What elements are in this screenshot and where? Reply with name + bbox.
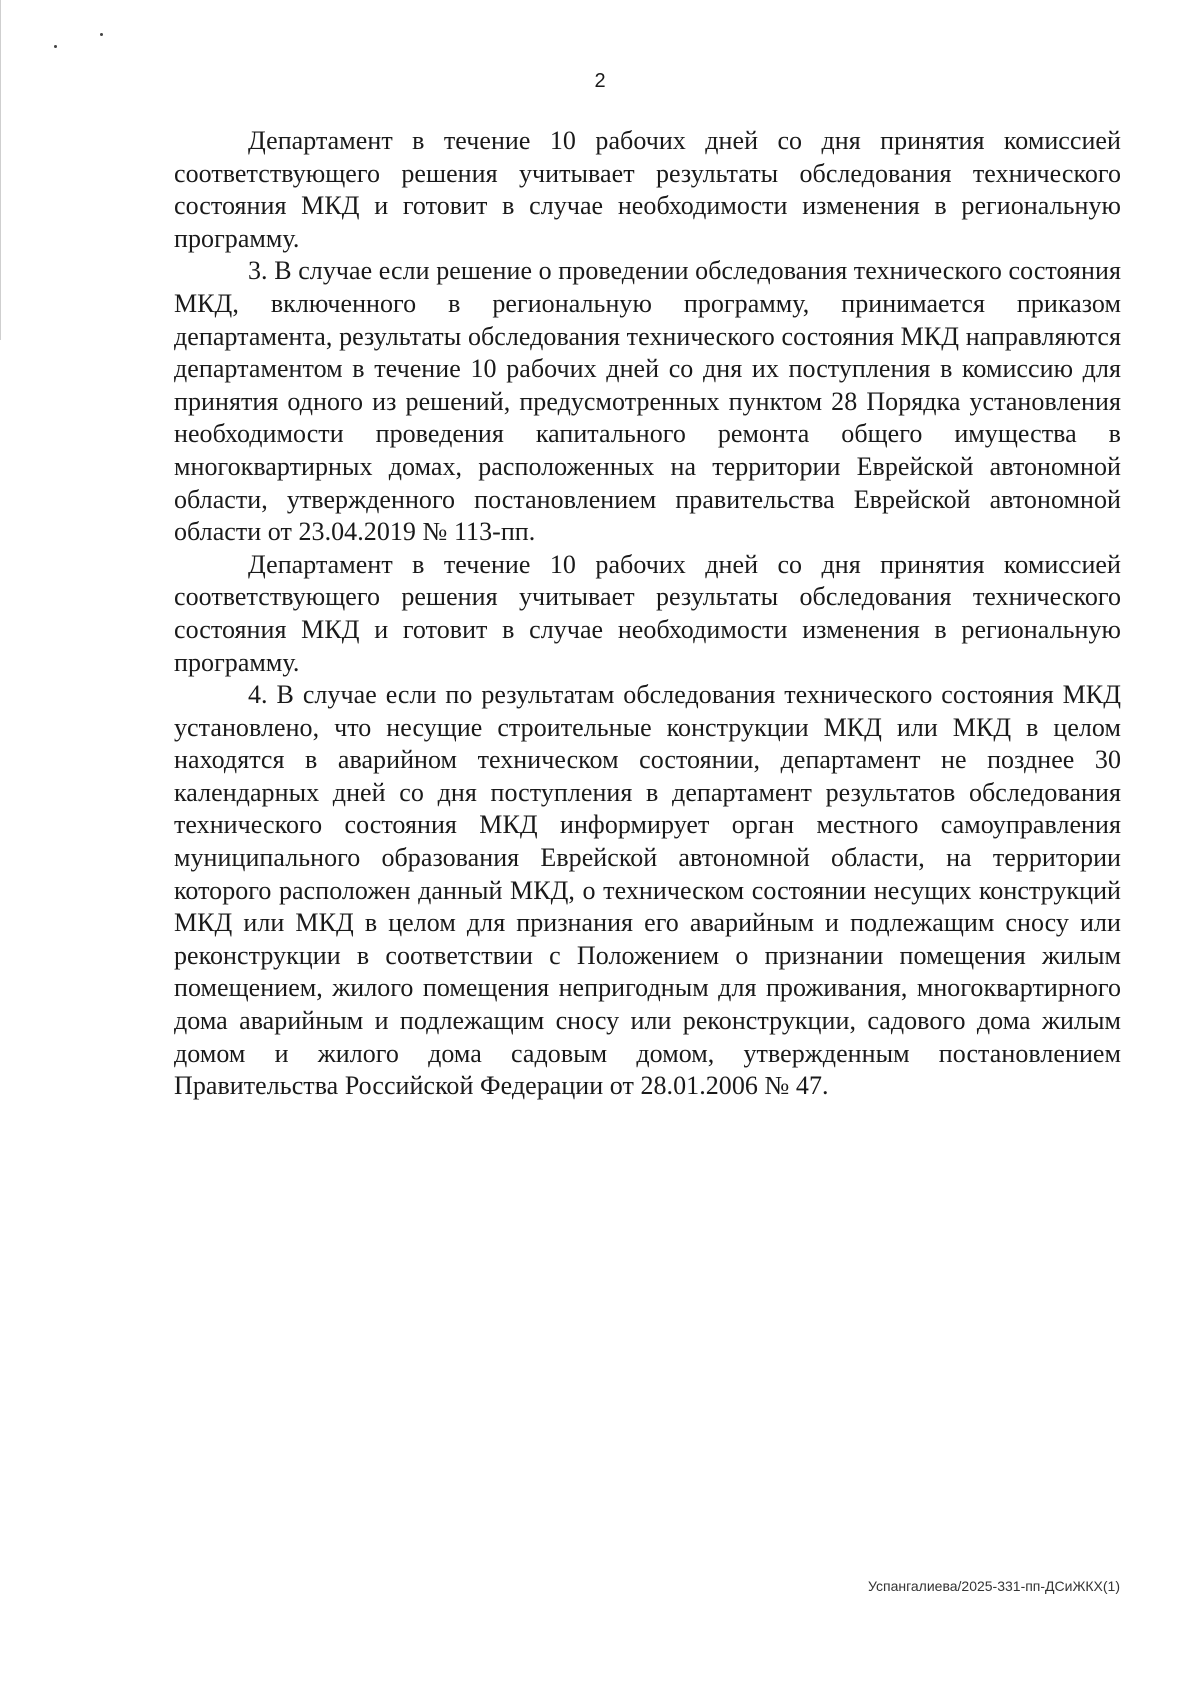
scan-speck [100, 33, 103, 36]
paragraph: 4. В случае если по результатам обследования технического состояния МКД установлено, что несущие строительные конструкции МКД или МКД в целом находятся в аварийном техническом состоянии, департамент не позднее 30 календарных дней со дня поступления в департамент результатов обследования технического состояния МКД информирует орган местного самоуправления муниципального образования Еврейской автономной области, на территории которого расположен данный МКД, о техническом состоянии несущих конструкций МКД или МКД в целом для признания его аварийным и подлежащим сносу или реконструкции в соответствии с Положением о признании помещения жилым помещением, жилого помещения непригодным для проживания, многоквартирного дома аварийным и подлежащим сносу или реконструкции, садового дома жилым домом и жилого дома садовым домом, утвержденным постановлением Правительства Российской Федерации от 28.01.2006 № 47. [174, 680, 1121, 1101]
scan-speck [54, 45, 57, 48]
page-number: 2 [594, 70, 606, 92]
footer-document-reference: Успангалиева/2025-331-пп-ДСиЖКХ(1) [868, 1578, 1120, 1594]
scan-edge-line [0, 0, 1, 340]
paragraph: Департамент в течение 10 рабочих дней со дня принятия комиссией соответствующего решения учитывает результаты обследования технического состояния МКД и готовит в случае необходимости изменения в региональную программу. [174, 126, 1121, 253]
paragraph: Департамент в течение 10 рабочих дней со дня принятия комиссией соответствующего решения учитывает результаты обследования технического состояния МКД и готовит в случае необходимости изменения в региональную программу. [174, 549, 1121, 677]
paragraph: 3. В случае если решение о проведении обследования технического состояния МКД, включенного в региональную программу, принимается приказом департамента, результаты обследования технического состояния МКД направляются департаментом в течение 10 рабочих дней со дня их поступления в комиссию для принятия одного из решений, предусмотренных пунктом 28 Порядка установления необходимости проведения капитального ремонта общего имущества в многоквартирных домах, расположенных на территории Еврейской автономной области, утвержденного постановлением правительства Еврейской автономной области от 23.04.2019 № 113-пп. [174, 256, 1121, 547]
document-body [174, 125, 1121, 1103]
